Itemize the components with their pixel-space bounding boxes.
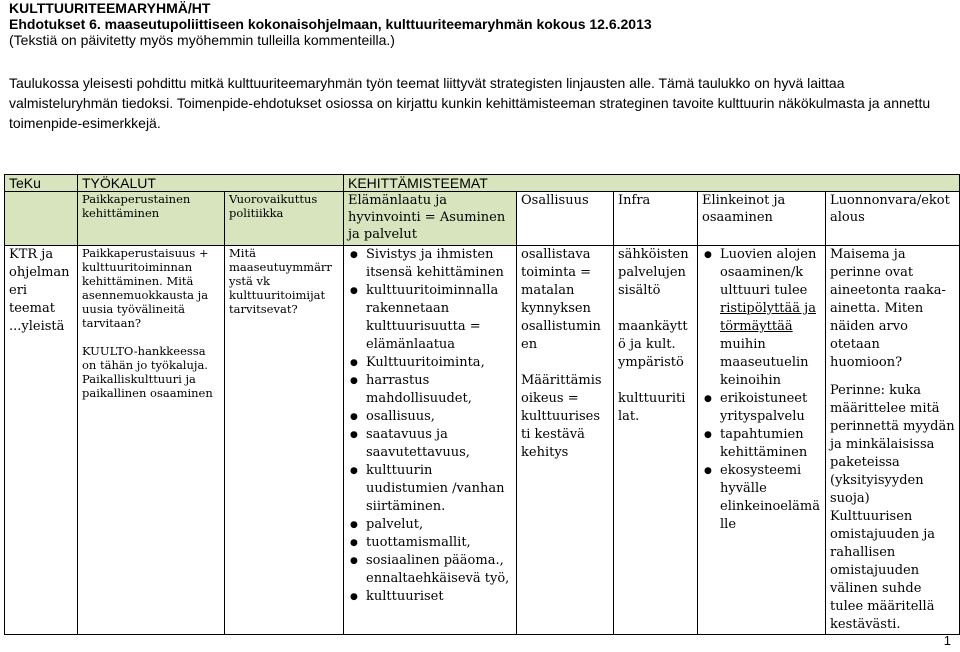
cell-luonnon (826, 246, 960, 635)
intro-text (9, 73, 954, 133)
header-note: (Tekstiä on päivitetty myös myöhemmin tulleilla kommenteilla.) (9, 32, 395, 48)
themes-table (4, 174, 959, 635)
cell-paikka (78, 246, 225, 635)
list-item: ● erikoistuneet yrityspalvelu (720, 390, 821, 426)
header-kehittamisteemat: KEHITTÄMISTEEMAT (344, 175, 960, 192)
list-item: ● kulttuuritoiminnalla rakennetaan kulttuurisuutta = elämänlaatua (366, 282, 512, 354)
cell-elama (344, 246, 517, 635)
sub-paikka: Paikkaperustainen kehittäminen (78, 192, 225, 246)
page-number: 1 (943, 633, 951, 648)
intro-paragraph-1: Taulukossa yleisesti pohdittu mitkä kulttuuriteemaryhmän työn teemat liittyvät strategisten linjausten alle. Tämä taulukko on hyvä laittaa valmisteluryhmän tiedoksi. (9, 75, 845, 111)
list-item: ● palvelut, (366, 516, 512, 534)
sub-luonnon: Luonnonvara/ekot alous (826, 192, 960, 246)
list-item: ● tapahtumien kehittäminen (720, 426, 821, 462)
list-item: ● harrastus mahdollisuudet, (366, 372, 512, 408)
paikka-text-2: KUULTO-hankkeessa on tähän jo työkaluja. Paikalliskulttuuri ja paikallinen osaaminen (82, 344, 213, 400)
header-tyokalut: TYÖKALUT (78, 175, 344, 192)
list-item: ● ekosysteemi hyvälle elinkeinoelämä lle (720, 462, 821, 534)
paikka-text-1: Paikkaperustaisuus + kulttuuritoiminnan kehittäminen. Mitä asennemuokkausta ja uusia työvälineitä tarvitaan? (82, 246, 209, 330)
cell-elinkeinot (698, 246, 826, 635)
cell-infra (614, 246, 698, 635)
list-item: ● Sivistys ja ihmisten itsensä kehittäminen (366, 246, 512, 282)
list-item: ● Kulttuuritoiminta, (366, 354, 512, 372)
list-item: ● kulttuurin uudistumien /vanhan siirtäminen. (366, 462, 512, 516)
luonnon-text-1: Maisema ja perinne ovat aineetonta raaka-ainetta. Miten näiden arvo otetaan huomioon? (830, 247, 946, 370)
cell-osallisuus (517, 246, 614, 635)
intro-paragraph-2: Toimenpide-ehdotukset osiossa on kirjattu kunkin kehittämisteeman strateginen tavoite kulttuurin näkökulmasta ja annettu toimenpide-esimerkkejä. (9, 95, 931, 131)
luonnon-text-2: Perinne: kuka määrittelee mitä perinnettä myydän ja minkälaisissa paketeissa (yksityisyyden suoja) Kulttuurisen omistajuuden ja rahallisen omistajuuden välinen suhde tulee määritellä kestävästi. (830, 383, 955, 632)
osallisuus-text-2: Määrittämis oikeus = kulttuurises ti kestävä kehitys (521, 373, 602, 460)
header-teku: TeKu (5, 175, 78, 192)
sub-infra: Infra (614, 192, 698, 246)
elinkeinot-list (702, 246, 821, 534)
infra-text-1: sähköisten palvelujen sisältö (618, 247, 689, 298)
list-item: ● saatavuus ja saavutettavuus, (366, 426, 512, 462)
osallisuus-text-1: osallistava toiminta = matalan kynnyksen osallistumin en (521, 247, 601, 352)
list-item: ● Luovien alojen osaaminen/k ulttuuri tulee ristipölyttää ja törmäyttää muihin maaseutuelin keinoihin (720, 246, 821, 390)
document-header (9, 0, 652, 48)
list-item: ● tuottamismallit, (366, 534, 512, 552)
cell-ktr: KTR ja ohjelman eri teemat ...yleistä (5, 246, 78, 635)
list-item: ● kulttuuriset (366, 588, 512, 606)
header-subtitle: Ehdotukset 6. maaseutupoliittiseen kokonaisohjelmaan, kulttuuriteemaryhmän kokous 12.6.2013 (9, 16, 652, 32)
infra-text-2: maankäytt ö ja kult. ympäristö (618, 319, 688, 370)
elama-list (348, 246, 512, 606)
sub-elinkeinot: Elinkeinot ja osaaminen (698, 192, 826, 246)
sub-empty (5, 192, 78, 246)
sub-elama: Elämänlaatu ja hyvinvointi = Asuminen ja palvelut (344, 192, 517, 246)
list-item: ● sosiaalinen pääoma., ennaltaehkäisevä työ, (366, 552, 512, 588)
sub-osallisuus: Osallisuus (517, 192, 614, 246)
list-item: ● osallisuus, (366, 408, 512, 426)
cell-vuoro: Mitä maaseutuymmärr ystä vk kulttuuritoimijat tarvitsevat? (225, 246, 344, 635)
sub-vuoro: Vuorovaikuttus politiikka (225, 192, 344, 246)
infra-text-3: kulttuuriti lat. (618, 391, 686, 424)
header-title: KULTTUURITEEMARYHMÄ/HT (9, 0, 211, 16)
